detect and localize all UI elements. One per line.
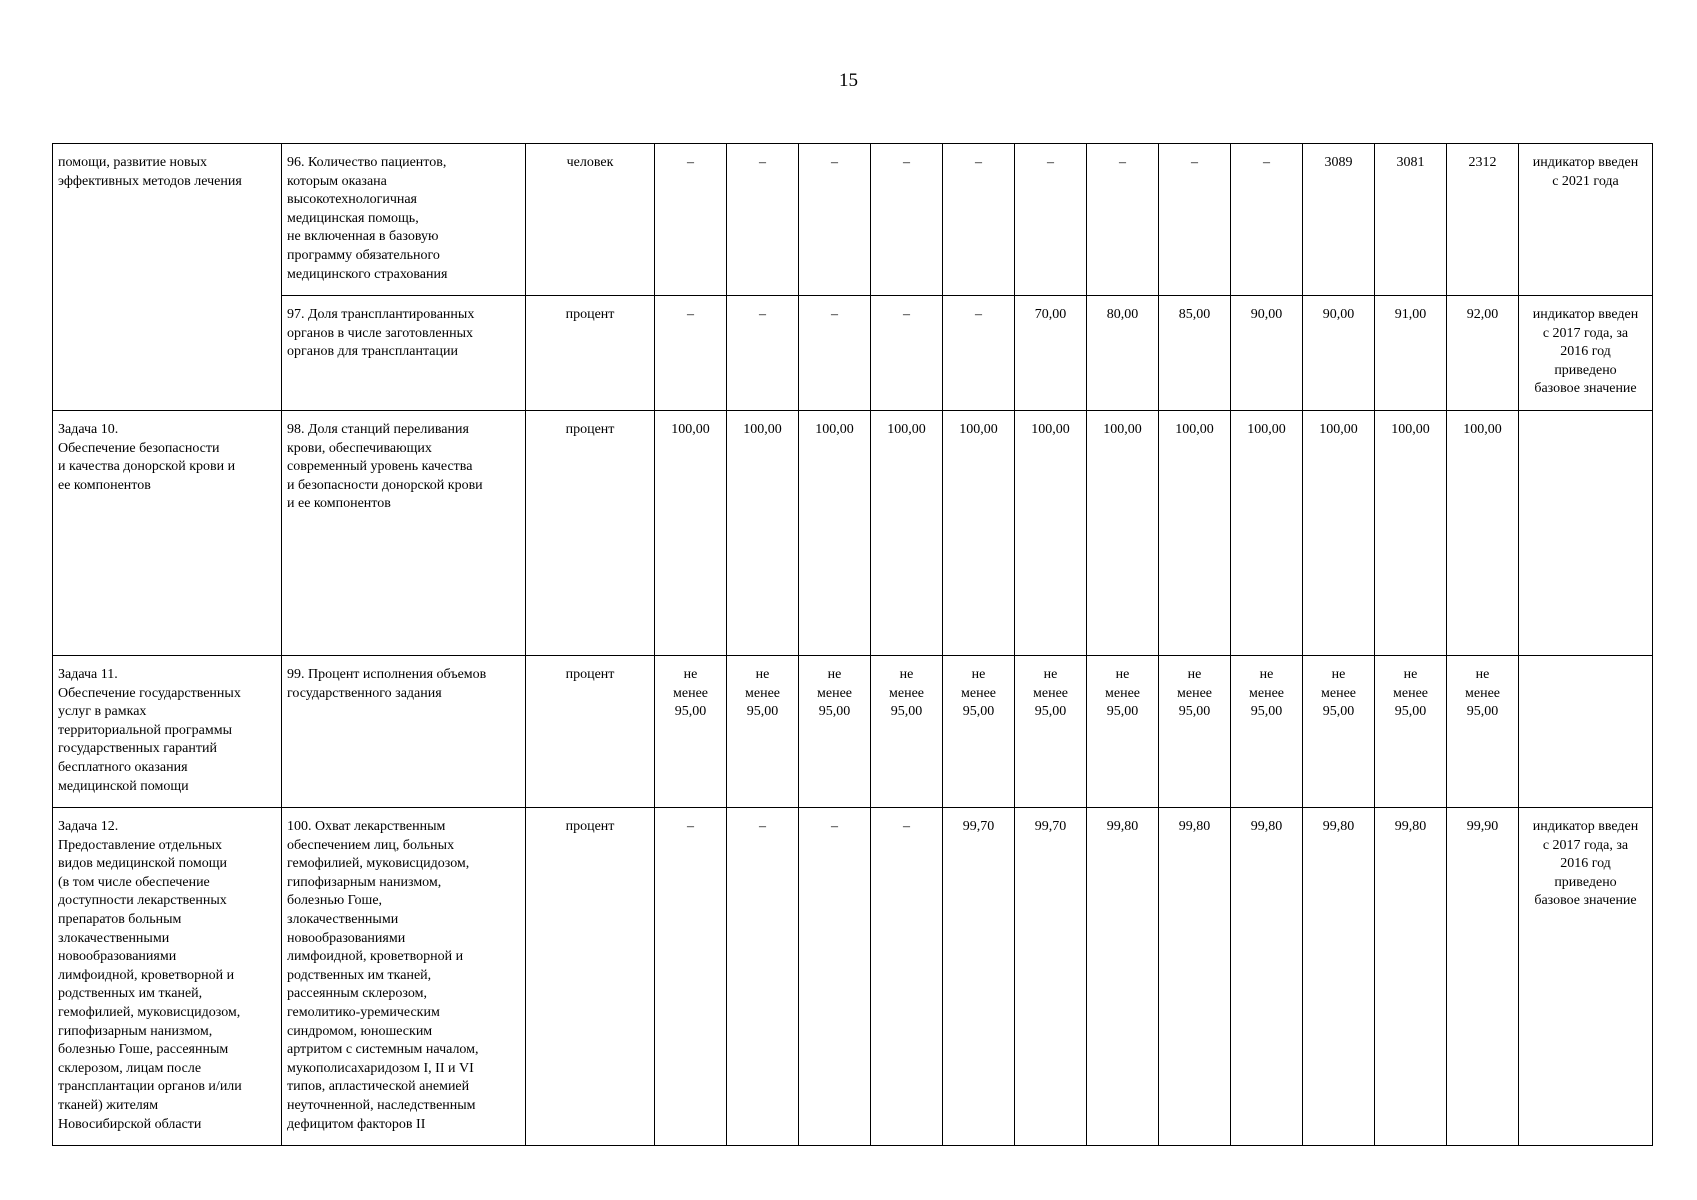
- text-line: 99,80: [1394, 819, 1427, 834]
- text-line: 95,00: [1034, 704, 1067, 720]
- text-line: органов для трансплантации: [287, 344, 458, 360]
- text-line: доступности лекарственных: [58, 893, 227, 909]
- text-line: злокачественными: [58, 930, 170, 946]
- value-cell: [1087, 656, 1159, 808]
- text-line: менее: [961, 685, 996, 701]
- text-line: медицинского страхования: [287, 266, 448, 282]
- value-cell: [871, 808, 943, 1146]
- indicator-cell: [282, 144, 526, 296]
- text-line: не: [1403, 667, 1418, 682]
- value-cell: [1159, 808, 1231, 1146]
- note-cell: [1519, 144, 1653, 296]
- text-line: менее: [1393, 685, 1428, 701]
- text-line: и безопасности донорской крови: [287, 477, 483, 493]
- text-line: новообразованиями: [58, 949, 177, 965]
- value-cell: [1303, 296, 1375, 411]
- text-line: услуг в рамках: [58, 704, 147, 720]
- value-cell: [871, 411, 943, 656]
- text-line: –: [759, 819, 766, 834]
- text-line: 100,00: [1031, 422, 1070, 437]
- text-line: 2016 год: [1560, 344, 1611, 360]
- text-line: не: [1187, 667, 1202, 682]
- text-line: 98. Доля станций переливания: [287, 422, 469, 437]
- value-cell: [1159, 144, 1231, 296]
- text-line: –: [1263, 155, 1270, 170]
- text-line: Предоставление отдельных: [58, 837, 223, 853]
- text-line: не: [971, 667, 986, 682]
- value-cell: [1159, 296, 1231, 411]
- text-line: медицинская помощь,: [287, 210, 419, 226]
- text-line: индикатор введен: [1532, 155, 1639, 170]
- text-line: 99,80: [1178, 819, 1211, 834]
- text-line: 95,00: [1106, 704, 1139, 720]
- text-line: помощи, развитие новых: [58, 155, 208, 170]
- value-cell: [727, 808, 799, 1146]
- value-cell: [1375, 656, 1447, 808]
- text-line: современный уровень качества: [287, 459, 473, 475]
- note-cell: [1519, 411, 1653, 656]
- value-cell: [799, 296, 871, 411]
- text-line: –: [831, 307, 838, 322]
- value-cell: [1303, 411, 1375, 656]
- text-line: –: [903, 819, 910, 834]
- text-line: с 2017 года, за: [1542, 325, 1629, 341]
- value-cell: [1087, 296, 1159, 411]
- text-line: бесплатного оказания: [58, 759, 188, 775]
- text-line: которым оказана: [287, 173, 387, 189]
- value-cell: [871, 656, 943, 808]
- text-line: 99,90: [1466, 819, 1499, 834]
- text-line: гемолитико-уремическим: [287, 1004, 440, 1020]
- text-line: трансплантации органов и/или: [58, 1079, 242, 1095]
- value-cell: [871, 144, 943, 296]
- value-cell: [727, 144, 799, 296]
- value-cell: [1447, 656, 1519, 808]
- text-line: эффективных методов лечения: [58, 173, 242, 189]
- text-line: менее: [1033, 685, 1068, 701]
- value-cell: [799, 411, 871, 656]
- value-cell: [1231, 808, 1303, 1146]
- text-line: –: [831, 155, 838, 170]
- text-line: 100,00: [671, 422, 710, 437]
- table-row: [53, 808, 1653, 1146]
- text-line: болезнью Гоше,: [287, 893, 383, 909]
- value-cell: [1447, 411, 1519, 656]
- text-line: –: [1047, 155, 1054, 170]
- text-line: неуточненной, наследственным: [287, 1097, 476, 1113]
- text-line: гипофизарным нанизмом,: [287, 874, 442, 890]
- text-line: мукополисахаридозом I, II и VI: [287, 1060, 474, 1076]
- text-line: медицинской помощи: [58, 778, 189, 794]
- text-line: –: [903, 155, 910, 170]
- text-line: 100,00: [743, 422, 782, 437]
- text-line: –: [1119, 155, 1126, 170]
- text-line: склерозом, лицам после: [58, 1060, 202, 1076]
- text-line: 95,00: [1250, 704, 1283, 720]
- text-line: гемофилией, муковисцидозом,: [58, 1004, 241, 1020]
- task-cell: [53, 808, 282, 1146]
- text-line: 99,80: [1106, 819, 1139, 834]
- task-cell: [53, 144, 282, 411]
- value-cell: [1375, 411, 1447, 656]
- text-line: –: [687, 307, 694, 322]
- text-line: 95,00: [818, 704, 851, 720]
- value-cell: [943, 656, 1015, 808]
- text-line: 95,00: [674, 704, 707, 720]
- text-line: 100,00: [1103, 422, 1142, 437]
- value-cell: [1087, 144, 1159, 296]
- text-line: не: [1043, 667, 1058, 682]
- text-line: Новосибирской области: [58, 1116, 202, 1132]
- text-line: с 2017 года, за: [1542, 837, 1629, 853]
- text-line: 95,00: [1466, 704, 1499, 720]
- text-line: ее компонентов: [58, 477, 151, 493]
- text-line: менее: [1465, 685, 1500, 701]
- value-cell: [1303, 656, 1375, 808]
- text-line: лимфоидной, кроветворной и: [58, 967, 235, 983]
- value-cell: [655, 296, 727, 411]
- indicator-cell: [282, 296, 526, 411]
- text-line: не: [1115, 667, 1130, 682]
- text-line: не: [899, 667, 914, 682]
- text-line: препаратов больным: [58, 911, 182, 927]
- text-line: не включенная в базовую: [287, 229, 439, 245]
- text-line: гемофилией, муковисцидозом,: [287, 856, 470, 872]
- value-cell: [943, 808, 1015, 1146]
- unit-cell: процент: [526, 296, 655, 411]
- text-line: (в том числе обеспечение: [58, 874, 210, 890]
- text-line: менее: [745, 685, 780, 701]
- text-line: –: [831, 819, 838, 834]
- value-cell: [1015, 296, 1087, 411]
- value-cell: [1231, 144, 1303, 296]
- text-line: 100,00: [959, 422, 998, 437]
- text-line: 99,70: [1034, 819, 1067, 834]
- text-line: лимфоидной, кроветворной и: [287, 949, 464, 965]
- text-line: 3081: [1396, 155, 1425, 170]
- unit-cell: процент: [526, 808, 655, 1146]
- indicator-cell: [282, 411, 526, 656]
- value-cell: [1087, 808, 1159, 1146]
- value-cell: [1231, 656, 1303, 808]
- value-cell: [1375, 296, 1447, 411]
- task-cell: [53, 411, 282, 656]
- table-row: [53, 296, 1653, 411]
- text-line: 96. Количество пациентов,: [287, 155, 447, 170]
- value-cell: [871, 296, 943, 411]
- text-line: 85,00: [1178, 307, 1211, 322]
- value-cell: [1375, 808, 1447, 1146]
- text-line: менее: [1177, 685, 1212, 701]
- text-line: 95,00: [1394, 704, 1427, 720]
- text-line: Обеспечение государственных: [58, 685, 241, 701]
- value-cell: [1447, 808, 1519, 1146]
- value-cell: [1015, 411, 1087, 656]
- unit-cell: процент: [526, 656, 655, 808]
- value-cell: [1303, 144, 1375, 296]
- text-line: не: [1475, 667, 1490, 682]
- text-line: 2016 год: [1560, 856, 1611, 872]
- text-line: родственных им тканей,: [58, 986, 203, 1002]
- text-line: тканей) жителям: [58, 1097, 159, 1113]
- text-line: базовое значение: [1534, 893, 1637, 909]
- text-line: приведено: [1554, 362, 1617, 378]
- text-line: менее: [817, 685, 852, 701]
- text-line: –: [687, 819, 694, 834]
- text-line: территориальной программы: [58, 722, 233, 738]
- text-line: не: [1331, 667, 1346, 682]
- text-line: и качества донорской крови и: [58, 459, 236, 475]
- text-line: 95,00: [746, 704, 779, 720]
- text-line: не: [827, 667, 842, 682]
- text-line: –: [1191, 155, 1198, 170]
- unit-cell: процент: [526, 411, 655, 656]
- text-line: менее: [1105, 685, 1140, 701]
- value-cell: [1159, 656, 1231, 808]
- text-line: 80,00: [1106, 307, 1139, 322]
- value-cell: [727, 296, 799, 411]
- table-body: [53, 144, 1653, 1146]
- text-line: 100,00: [887, 422, 926, 437]
- value-cell: [799, 144, 871, 296]
- note-cell: [1519, 808, 1653, 1146]
- value-cell: [727, 411, 799, 656]
- text-line: злокачественными: [287, 911, 399, 927]
- text-line: дефицитом факторов II: [287, 1116, 426, 1132]
- text-line: органов в числе заготовленных: [287, 325, 474, 341]
- text-line: 100,00: [1319, 422, 1358, 437]
- text-line: базовое значение: [1534, 381, 1637, 397]
- value-cell: [1447, 144, 1519, 296]
- text-line: менее: [889, 685, 924, 701]
- text-line: крови, обеспечивающих: [287, 440, 432, 456]
- text-line: 2312: [1468, 155, 1497, 170]
- task-cell: [53, 656, 282, 808]
- text-line: типов, апластической анемией: [287, 1079, 470, 1095]
- value-cell: [1087, 411, 1159, 656]
- text-line: обеспечением лиц, больных: [287, 837, 455, 853]
- text-line: государственного задания: [287, 685, 442, 701]
- indicator-cell: [282, 656, 526, 808]
- value-cell: [1231, 411, 1303, 656]
- text-line: 95,00: [1178, 704, 1211, 720]
- text-line: 100,00: [1247, 422, 1286, 437]
- text-line: государственных гарантий: [58, 741, 217, 757]
- text-line: 90,00: [1250, 307, 1283, 322]
- value-cell: [1159, 411, 1231, 656]
- value-cell: [1303, 808, 1375, 1146]
- text-line: 100,00: [1463, 422, 1502, 437]
- text-line: высокотехнологичная: [287, 192, 417, 208]
- value-cell: [943, 144, 1015, 296]
- value-cell: [799, 808, 871, 1146]
- text-line: 100,00: [815, 422, 854, 437]
- text-line: 95,00: [962, 704, 995, 720]
- text-line: не: [1259, 667, 1274, 682]
- text-line: 90,00: [1322, 307, 1355, 322]
- text-line: гипофизарным нанизмом,: [58, 1023, 213, 1039]
- text-line: приведено: [1554, 874, 1617, 890]
- page-number: 15: [839, 70, 858, 91]
- text-line: родственных им тканей,: [287, 967, 432, 983]
- text-line: –: [975, 307, 982, 322]
- text-line: –: [759, 155, 766, 170]
- text-line: 97. Доля трансплантированных: [287, 307, 475, 322]
- value-cell: [1015, 808, 1087, 1146]
- text-line: менее: [673, 685, 708, 701]
- text-line: 99,70: [962, 819, 995, 834]
- text-line: артритом с системным началом,: [287, 1042, 479, 1058]
- text-line: 99,80: [1322, 819, 1355, 834]
- indicators-table: [52, 143, 1653, 1146]
- text-line: 92,00: [1466, 307, 1499, 322]
- text-line: –: [975, 155, 982, 170]
- note-cell: [1519, 296, 1653, 411]
- text-line: индикатор введен: [1532, 307, 1639, 322]
- text-line: 99,80: [1250, 819, 1283, 834]
- text-line: 99. Процент исполнения объемов: [287, 667, 487, 682]
- text-line: индикатор введен: [1532, 819, 1639, 834]
- value-cell: [655, 411, 727, 656]
- text-line: 100. Охват лекарственным: [287, 819, 446, 834]
- value-cell: [799, 656, 871, 808]
- table-row: [53, 656, 1653, 808]
- text-line: менее: [1321, 685, 1356, 701]
- text-line: менее: [1249, 685, 1284, 701]
- text-line: болезнью Гоше, рассеянным: [58, 1042, 229, 1058]
- value-cell: [727, 656, 799, 808]
- table-row: [53, 144, 1653, 296]
- text-line: 100,00: [1175, 422, 1214, 437]
- text-line: 3089: [1324, 155, 1353, 170]
- value-cell: [943, 296, 1015, 411]
- indicator-cell: [282, 808, 526, 1146]
- text-line: не: [683, 667, 698, 682]
- text-line: –: [759, 307, 766, 322]
- text-line: 70,00: [1034, 307, 1067, 322]
- text-line: новообразованиями: [287, 930, 406, 946]
- value-cell: [655, 808, 727, 1146]
- text-line: 95,00: [890, 704, 923, 720]
- value-cell: [943, 411, 1015, 656]
- text-line: –: [903, 307, 910, 322]
- value-cell: [1015, 656, 1087, 808]
- text-line: рассеянным склерозом,: [287, 986, 427, 1002]
- text-line: программу обязательного: [287, 247, 440, 263]
- note-cell: [1519, 656, 1653, 808]
- text-line: не: [755, 667, 770, 682]
- text-line: Задача 12.: [58, 819, 119, 834]
- text-line: и ее компонентов: [287, 496, 391, 512]
- value-cell: [655, 656, 727, 808]
- text-line: видов медицинской помощи: [58, 856, 227, 872]
- value-cell: [1231, 296, 1303, 411]
- value-cell: [1015, 144, 1087, 296]
- value-cell: [1375, 144, 1447, 296]
- text-line: синдромом, юношеским: [287, 1023, 433, 1039]
- text-line: 95,00: [1322, 704, 1355, 720]
- text-line: Задача 11.: [58, 667, 118, 682]
- text-line: 91,00: [1394, 307, 1427, 322]
- value-cell: [1447, 296, 1519, 411]
- table-row: [53, 411, 1653, 656]
- text-line: 100,00: [1391, 422, 1430, 437]
- text-line: Задача 10.: [58, 422, 119, 437]
- text-line: с 2021 года: [1552, 173, 1619, 189]
- text-line: Обеспечение безопасности: [58, 440, 220, 456]
- unit-cell: человек: [526, 144, 655, 296]
- text-line: –: [687, 155, 694, 170]
- value-cell: [655, 144, 727, 296]
